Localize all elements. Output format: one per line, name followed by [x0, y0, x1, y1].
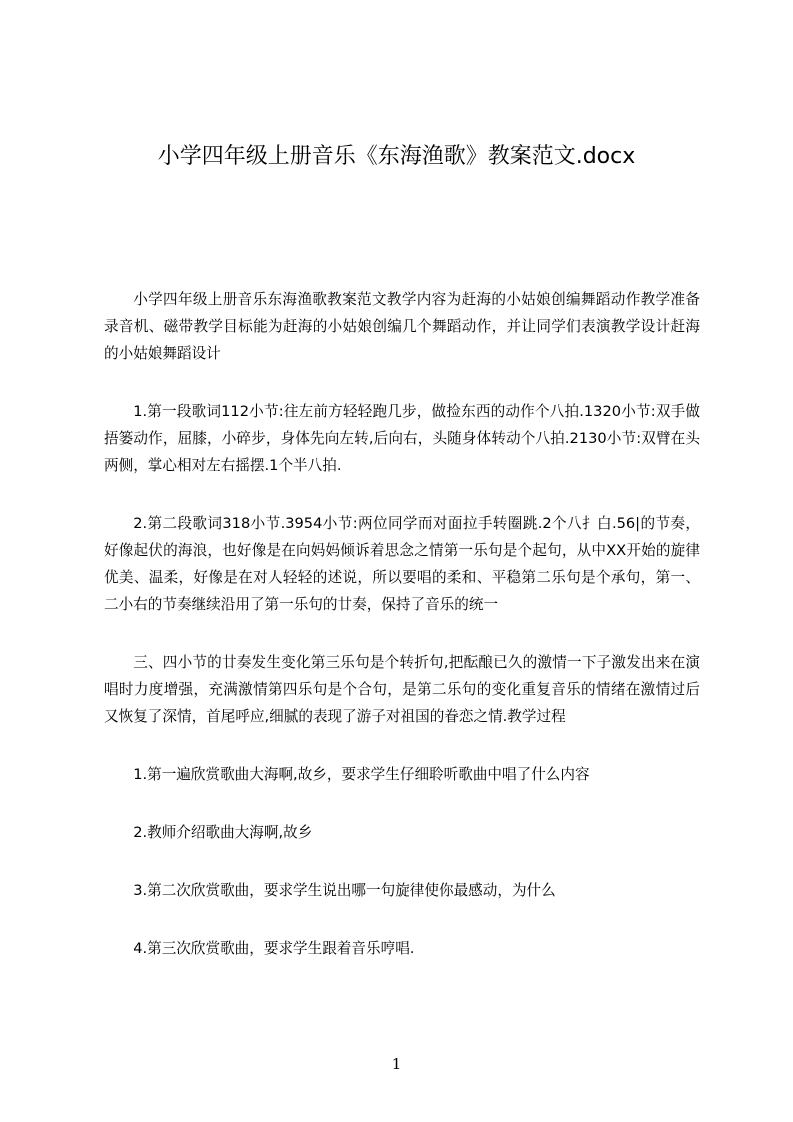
page-number: 1	[391, 1055, 402, 1073]
paragraph-second-verse: 2.第二段歌词318小节.3954小节:两位同学而对面拉手转圈跳.2个八扌白.56|的节奏，好像起伏的海浪，也好像是在向妈妈倾诉着思念之情第一乐句是个起句，从中XX开始的旋律优美、温柔，好像是在对人轻轻的述说，所以要唱的柔和、平稳第二乐句是个承句，第一、二小右的节奏继续沿用了第一乐句的廿奏，保持了音乐的统一	[104, 515, 700, 613]
paragraph-phrase-analysis: 三、四小节的廿奏发生变化第三乐句是个转折句,把酝酿已久的激情一下子激发出来在演唱时力度增强，充满激情第四乐句是个合句，是第二乐句的变化重复音乐的情绪在激情过后又恢复了深情，首尾呼应,细腻的表现了游子对祖国的眷恋之情.教学过程	[104, 654, 700, 725]
paragraph-step-4: 4.第三次欣赏歌曲，要求学生跟着音乐哼唱.	[133, 940, 415, 957]
paragraph-first-verse: 1.第一段歌词112小节:往左前方轻轻跑几步，做捡东西的动作个八拍.1320小节:双手做捂篓动作，屈膝，小碎步，身体先向左转,后向右，头随身体转动个八拍.2130小节:双臂在头两侧，掌心相对左右摇摆.1个半八拍.	[104, 403, 700, 474]
paragraph-step-3: 3.第二次欣赏歌曲，要求学生说出哪一句旋律使你最感动，为什么	[133, 882, 556, 899]
document-body	[104, 286, 700, 993]
paragraph-step-2: 2.教师介绍歌曲大海啊,故乡	[133, 824, 313, 841]
paragraph-intro: 小学四年级上册音乐东海渔歌教案范文教学内容为赶海的小姑娘创编舞蹈动作教学准备录音机、磁带教学目标能为赶海的小姑娘创编几个舞蹈动作，并让同学们表演教学设计赶海的小姑娘舞蹈设计	[104, 291, 700, 362]
document-title: 小学四年级上册音乐《东海渔歌》教案范文.docx	[157, 144, 636, 169]
paragraph-step-1: 1.第一遍欣赏歌曲大海啊,故乡，要求学生仔细聆听歌曲中唱了什么内容	[133, 766, 590, 783]
